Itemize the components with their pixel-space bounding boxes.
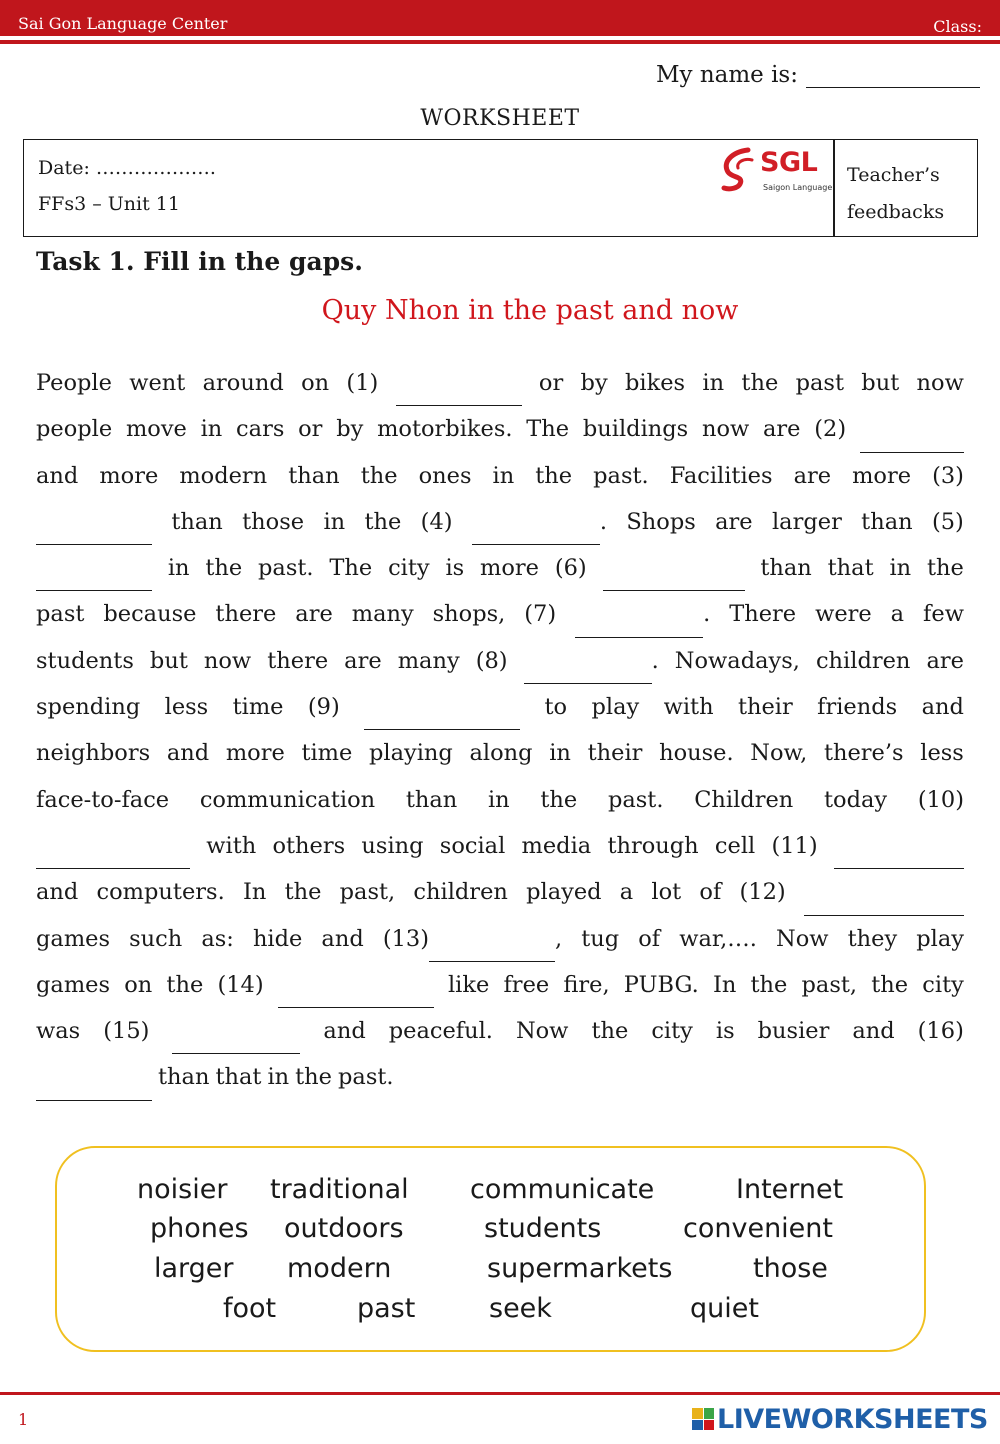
passage-word: past bbox=[795, 370, 844, 396]
sgl-logo bbox=[718, 146, 833, 196]
passage-word: by bbox=[580, 370, 608, 396]
word-bank-item: past bbox=[357, 1293, 416, 1324]
passage-word: are bbox=[295, 601, 333, 628]
passage-word: of bbox=[699, 879, 722, 906]
passage-word: or bbox=[538, 370, 564, 396]
passage-word: time bbox=[232, 694, 284, 721]
passage-word: face-to-face bbox=[36, 786, 170, 813]
passage-word: buildings bbox=[582, 416, 689, 443]
passage-word: The bbox=[329, 555, 373, 582]
passage-word: Children bbox=[694, 786, 794, 813]
passage-word: the bbox=[540, 786, 578, 813]
word-bank-item: communicate bbox=[470, 1174, 655, 1205]
passage-word: cars bbox=[236, 416, 285, 443]
passage-word: was bbox=[36, 1018, 81, 1045]
blank-with-text: . bbox=[472, 499, 607, 545]
passage-word: with bbox=[663, 694, 714, 721]
passage-word: few bbox=[923, 601, 964, 628]
passage-word: like bbox=[447, 971, 490, 998]
blank-with-text bbox=[36, 1054, 152, 1100]
blank-with-text: . bbox=[524, 638, 659, 684]
passage-word: the bbox=[295, 1064, 332, 1091]
passage-word: peaceful. bbox=[388, 1018, 493, 1045]
passage-word: were bbox=[815, 601, 872, 628]
passage-word: but bbox=[861, 370, 900, 396]
passage-word: ones bbox=[418, 462, 472, 489]
passage-word: children bbox=[413, 879, 508, 906]
blank-with-text bbox=[834, 823, 964, 869]
blank-with-text bbox=[860, 406, 964, 452]
passage-word: time bbox=[301, 740, 353, 767]
passage-word: around bbox=[202, 370, 284, 396]
passage-word: larger bbox=[771, 508, 842, 535]
passage-word: (3) bbox=[932, 462, 964, 489]
answer-blank[interactable] bbox=[364, 700, 520, 730]
passage-word: modern bbox=[179, 462, 268, 489]
word-bank-item: outdoors bbox=[284, 1213, 404, 1244]
passage-word: played bbox=[526, 879, 602, 906]
word-bank-item: supermarkets bbox=[487, 1253, 673, 1284]
class-label: Class: bbox=[933, 17, 982, 36]
passage-word: social bbox=[439, 832, 506, 859]
passage-word: past, bbox=[801, 971, 858, 998]
passage-word: and bbox=[323, 1018, 366, 1045]
passage-word: that bbox=[215, 1064, 262, 1091]
passage-word: past, bbox=[339, 879, 396, 906]
passage-word: the bbox=[871, 971, 909, 998]
answer-blank[interactable] bbox=[860, 423, 964, 453]
blank-with-text: (13) , bbox=[383, 916, 562, 962]
passage-word: in bbox=[889, 555, 912, 582]
passage-word: by bbox=[336, 416, 364, 443]
answer-blank[interactable] bbox=[429, 932, 555, 962]
blank-with-text bbox=[172, 1008, 300, 1054]
passage-word: People bbox=[36, 370, 112, 396]
passage-word: because bbox=[103, 601, 197, 628]
passage-word: There bbox=[729, 601, 797, 628]
passage-word: the bbox=[166, 971, 204, 998]
passage-word: the bbox=[741, 370, 779, 396]
passage-word: Now bbox=[515, 1018, 569, 1045]
passage-word: students bbox=[36, 647, 134, 674]
footer-divider bbox=[0, 1392, 1000, 1395]
passage-line bbox=[36, 916, 964, 962]
feedback-line-2: feedbacks bbox=[847, 201, 945, 223]
passage-word: and bbox=[166, 740, 210, 767]
passage-line bbox=[36, 1054, 964, 1100]
passage-word: the bbox=[284, 879, 322, 906]
passage-word: Now, bbox=[750, 740, 808, 767]
passage-line bbox=[36, 823, 964, 869]
passage-word: the bbox=[750, 971, 788, 998]
blank-with-text bbox=[364, 684, 520, 730]
passage-word: cell bbox=[714, 832, 756, 859]
passage-word: now bbox=[916, 370, 964, 396]
passage-word: and bbox=[852, 1018, 895, 1045]
passage-word: friends bbox=[817, 694, 898, 721]
liveworksheets-brand[interactable] bbox=[692, 1402, 988, 1436]
passage-word: there bbox=[267, 647, 329, 674]
blank-with-text bbox=[804, 869, 964, 915]
passage-word: less bbox=[920, 740, 964, 767]
passage-line bbox=[36, 684, 964, 730]
passage-word: (16) bbox=[917, 1018, 964, 1045]
worksheet-title: WORKSHEET bbox=[420, 106, 580, 131]
passage-word: others bbox=[272, 832, 346, 859]
passage-word: spending bbox=[36, 694, 141, 721]
passage-word: busier bbox=[757, 1018, 830, 1045]
answer-blank[interactable] bbox=[804, 886, 964, 916]
word-bank-item: seek bbox=[489, 1293, 552, 1324]
passage-word: in bbox=[549, 740, 571, 767]
passage-word: the bbox=[926, 555, 964, 582]
passage-line bbox=[36, 591, 964, 637]
passage-line bbox=[36, 1008, 964, 1054]
passage-word: (1) bbox=[346, 370, 379, 396]
passage-word: In bbox=[712, 971, 737, 998]
passage-word: city bbox=[922, 971, 964, 998]
passage-word: city bbox=[388, 555, 430, 582]
passage-word: in bbox=[487, 786, 510, 813]
blank-with-text: . bbox=[575, 591, 710, 637]
passage-line bbox=[36, 638, 964, 684]
passage-word: they bbox=[847, 925, 898, 952]
passage-word: the bbox=[591, 1018, 629, 1045]
passage-word: Facilities bbox=[669, 462, 773, 489]
passage-word: neighbors bbox=[36, 740, 151, 767]
passage-word: is bbox=[445, 555, 465, 582]
passage-word: past bbox=[36, 601, 85, 628]
passage-line bbox=[36, 869, 964, 915]
passage-word: motorbikes. bbox=[377, 416, 513, 443]
answer-blank[interactable] bbox=[396, 376, 522, 406]
passage-word: in bbox=[167, 555, 190, 582]
unit-label: FFs3 – Unit 11 bbox=[38, 193, 180, 215]
passage-word: Nowadays, bbox=[674, 647, 800, 674]
passage-word: past. bbox=[607, 786, 664, 813]
task-title: Task 1. Fill in the gaps. bbox=[36, 247, 363, 276]
passage-word: games bbox=[36, 925, 111, 952]
passage-word: in bbox=[323, 508, 346, 535]
passage-word: than bbox=[405, 786, 458, 813]
passage-word: (2) bbox=[814, 416, 847, 443]
answer-blank[interactable] bbox=[472, 515, 600, 545]
passage-word: the bbox=[535, 462, 573, 489]
word-bank-item: larger bbox=[154, 1253, 234, 1284]
word-bank-item: traditional bbox=[270, 1174, 409, 1205]
passage-word: games bbox=[36, 971, 111, 998]
name-label: My name is: bbox=[655, 62, 798, 88]
passage-line bbox=[36, 545, 964, 591]
passage-word: Shops bbox=[626, 508, 696, 535]
passage-word: along bbox=[469, 740, 533, 767]
passage-word: now bbox=[203, 647, 252, 674]
passage-word: (14) bbox=[217, 971, 264, 998]
passage-word: is bbox=[715, 1018, 735, 1045]
passage-word: than bbox=[760, 555, 812, 582]
passage-word: (9) bbox=[307, 694, 340, 721]
passage-word: less bbox=[164, 694, 209, 721]
word-bank-item: those bbox=[753, 1253, 828, 1284]
blank-with-text bbox=[36, 499, 152, 545]
blank-with-text bbox=[36, 823, 190, 869]
passage-word: are bbox=[926, 647, 964, 674]
passage-word: (15) bbox=[103, 1018, 150, 1045]
passage-word: but bbox=[149, 647, 188, 674]
passage-line bbox=[36, 453, 964, 499]
passage-word: a bbox=[619, 879, 634, 906]
liveworksheets-icon bbox=[692, 1408, 714, 1430]
passage-word: and bbox=[921, 694, 964, 721]
answer-blank[interactable] bbox=[278, 978, 434, 1008]
word-bank-item: Internet bbox=[736, 1174, 844, 1205]
passage-word: there bbox=[215, 601, 277, 628]
passage-word: using bbox=[361, 832, 424, 859]
word-bank-box bbox=[55, 1146, 926, 1352]
passage-word: are bbox=[344, 647, 382, 674]
passage-word: than bbox=[288, 462, 340, 489]
passage-word: (11) bbox=[771, 832, 818, 859]
passage-line bbox=[36, 777, 964, 823]
passage-line bbox=[36, 360, 964, 406]
passage-word: more bbox=[852, 462, 912, 489]
passage-line bbox=[36, 406, 964, 452]
answer-blank[interactable] bbox=[36, 839, 190, 869]
passage-word: fire, bbox=[563, 971, 610, 998]
passage-word: lot bbox=[651, 879, 682, 906]
passage-word: The bbox=[526, 416, 570, 443]
word-bank-item: quiet bbox=[690, 1293, 759, 1324]
passage-word: past. bbox=[593, 462, 649, 489]
passage-word: many bbox=[397, 647, 460, 674]
passage-word: in bbox=[702, 370, 725, 396]
passage-word: (4) bbox=[420, 508, 453, 535]
passage-word: media bbox=[521, 832, 592, 859]
passage-word: city bbox=[651, 1018, 693, 1045]
passage-word: computers. bbox=[96, 879, 225, 906]
passage-word: a bbox=[890, 601, 905, 628]
teacher-feedback-label bbox=[847, 157, 944, 231]
passage-word: on bbox=[124, 971, 153, 998]
passage-word: free bbox=[503, 971, 550, 998]
box-divider bbox=[833, 140, 835, 236]
passage-word: the bbox=[364, 508, 402, 535]
passage-word: shops, bbox=[432, 601, 506, 628]
date-field: Date: ………………. bbox=[38, 157, 216, 179]
story-title: Quy Nhon in the past and now bbox=[321, 295, 739, 326]
passage-word: war,…. bbox=[679, 925, 757, 952]
answer-blank[interactable] bbox=[36, 1071, 152, 1101]
passage-line bbox=[36, 962, 964, 1008]
passage-word: than bbox=[158, 1064, 210, 1091]
sgl-swoosh-icon bbox=[718, 146, 762, 192]
word-bank-item: modern bbox=[287, 1253, 392, 1284]
passage-word: In bbox=[242, 879, 267, 906]
passage-word: (6) bbox=[554, 555, 587, 582]
passage-word: past. bbox=[258, 555, 314, 582]
passage-word: such bbox=[129, 925, 183, 952]
passage-word: those bbox=[242, 508, 305, 535]
passage-word: than bbox=[171, 508, 223, 535]
passage-word: or bbox=[298, 416, 323, 443]
word-bank-item: phones bbox=[150, 1213, 249, 1244]
header-band bbox=[0, 0, 1000, 36]
passage-word: (10) bbox=[917, 786, 964, 813]
passage-word: their bbox=[587, 740, 643, 767]
header-divider bbox=[0, 40, 1000, 44]
passage-word: (8) bbox=[475, 647, 508, 674]
passage-word: and bbox=[36, 879, 79, 906]
passage-word: move bbox=[125, 416, 187, 443]
passage-word: PUBG. bbox=[623, 971, 699, 998]
passage-word: hide bbox=[252, 925, 303, 952]
answer-blank[interactable] bbox=[172, 1024, 300, 1054]
word-bank-item: foot bbox=[223, 1293, 277, 1324]
passage-word: went bbox=[129, 370, 186, 396]
passage-word: (12) bbox=[739, 879, 786, 906]
passage-word: as: bbox=[201, 925, 234, 952]
passage-word: more bbox=[480, 555, 539, 582]
word-bank-item: noisier bbox=[137, 1174, 228, 1205]
passage-word: on bbox=[301, 370, 330, 396]
passage bbox=[36, 360, 964, 1101]
passage-word: in bbox=[200, 416, 223, 443]
brand-text: LIVEWORKSHEETS bbox=[717, 1403, 988, 1435]
page-number: 1 bbox=[18, 1410, 29, 1429]
word-bank-item: students bbox=[484, 1213, 602, 1244]
passage-word: play bbox=[916, 925, 964, 952]
info-box bbox=[23, 139, 978, 237]
passage-word: playing bbox=[369, 740, 453, 767]
blank-with-text bbox=[278, 962, 434, 1008]
passage-word: tug bbox=[581, 925, 620, 952]
passage-word: the bbox=[360, 462, 398, 489]
answer-blank[interactable] bbox=[575, 608, 703, 638]
passage-word: past. bbox=[338, 1064, 394, 1091]
passage-word: are bbox=[793, 462, 832, 489]
passage-word: today bbox=[823, 786, 888, 813]
passage-word: Now bbox=[776, 925, 829, 952]
passage-word: house. bbox=[659, 740, 734, 767]
name-input-line[interactable] bbox=[806, 62, 980, 88]
passage-word: the bbox=[205, 555, 243, 582]
passage-word: (5) bbox=[931, 508, 964, 535]
passage-word: in bbox=[267, 1064, 290, 1091]
passage-word: now bbox=[701, 416, 750, 443]
name-field bbox=[656, 62, 980, 88]
passage-word: in bbox=[492, 462, 515, 489]
answer-blank[interactable] bbox=[603, 561, 745, 591]
passage-word: play bbox=[591, 694, 640, 721]
center-name: Sai Gon Language Center bbox=[18, 14, 228, 33]
answer-blank[interactable] bbox=[36, 561, 152, 591]
passage-word: children bbox=[815, 647, 911, 674]
passage-word: to bbox=[544, 694, 568, 721]
passage-word: and bbox=[36, 462, 79, 489]
passage-word: are bbox=[715, 508, 753, 535]
passage-word: more bbox=[225, 740, 285, 767]
feedback-line-1: Teacher’s bbox=[847, 164, 940, 186]
answer-blank[interactable] bbox=[524, 654, 652, 684]
passage-word: than bbox=[861, 508, 913, 535]
logo-subtitle: Saigon Language bbox=[763, 183, 833, 192]
blank-with-text bbox=[603, 545, 745, 591]
passage-word: more bbox=[99, 462, 159, 489]
passage-line bbox=[36, 730, 964, 776]
passage-word: many bbox=[351, 601, 414, 628]
passage-word: and bbox=[321, 925, 364, 952]
passage-word: (7) bbox=[524, 601, 557, 628]
passage-word: people bbox=[36, 416, 113, 443]
passage-word: their bbox=[737, 694, 793, 721]
passage-line bbox=[36, 499, 964, 545]
logo-text: SGL bbox=[760, 147, 818, 178]
passage-word: bikes bbox=[624, 370, 686, 396]
passage-word: there’s bbox=[823, 740, 904, 767]
answer-blank[interactable] bbox=[36, 515, 152, 545]
passage-word: are bbox=[763, 416, 801, 443]
passage-word: communication bbox=[199, 786, 376, 813]
passage-word: of bbox=[638, 925, 661, 952]
blank-with-text bbox=[396, 360, 522, 406]
passage-word: that bbox=[827, 555, 874, 582]
passage-word: with bbox=[206, 832, 257, 859]
blank-with-text bbox=[36, 545, 152, 591]
passage-word: through bbox=[607, 832, 699, 859]
answer-blank[interactable] bbox=[834, 839, 964, 869]
word-bank-item: convenient bbox=[683, 1213, 833, 1244]
